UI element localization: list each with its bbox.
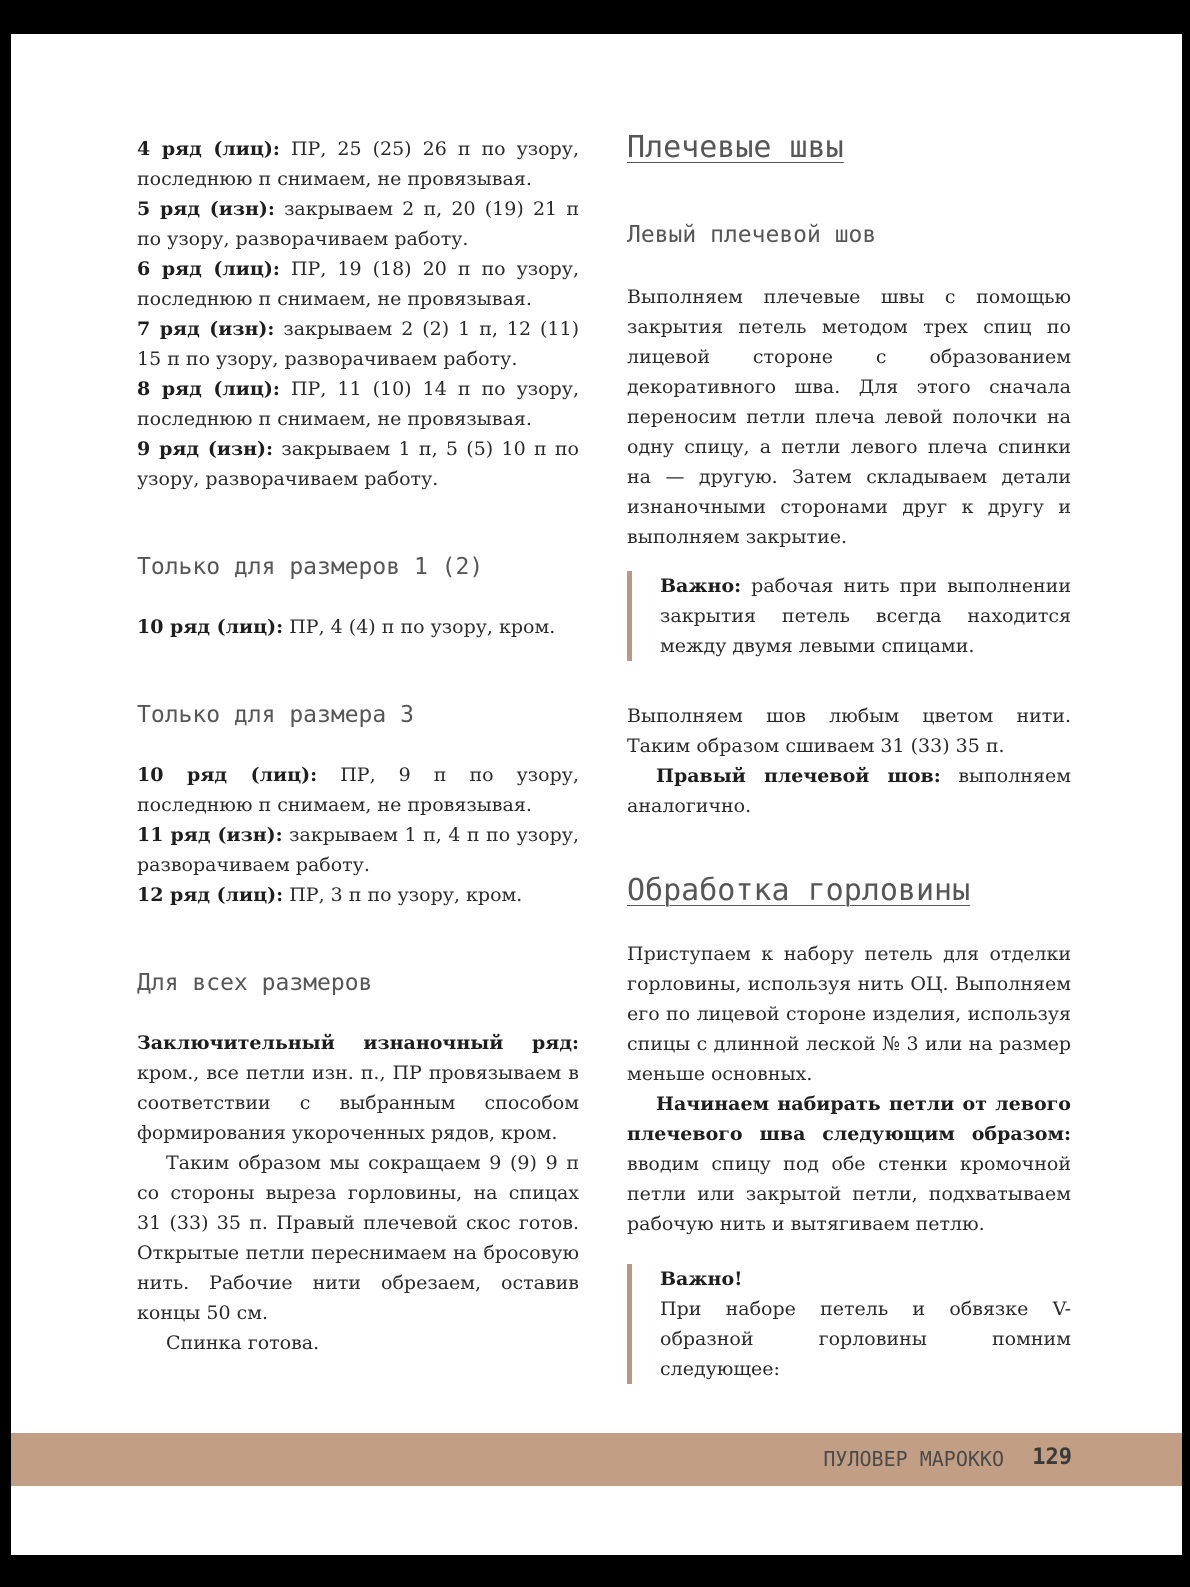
neckline-paragraph: Приступаем к набору петель для отделки горловины, используя нить ОЦ. Выполняем его по лицевой стороне изделия, используя спицы с длинной леской № 3 или на размер меньше основных. [627, 943, 1071, 1085]
row-4: 4 ряд (лиц): ПР, 25 (25) 26 п по узору, последнюю п снимаем, не провязывая. [137, 138, 579, 190]
row-9: 9 ряд (изн): закрываем 1 п, 5 (5) 10 п по узору, разворачиваем работу. [137, 438, 580, 490]
row-10-sizes-1-2: 10 ряд (лиц): ПР, 4 (4) п по узору, кром. [137, 616, 556, 638]
row-12-size-3: 12 ряд (лиц): ПР, 3 п по узору, кром. [137, 884, 523, 906]
right-seam-paragraph: Правый плечевой шов: выполняем аналогично. [627, 765, 1071, 817]
heading-sizes-1-2: Только для размеров 1 (2) [137, 554, 484, 580]
neckline-start-paragraph: Начинаем набирать петли от левого плечевого шва следующим образом: вводим спицу под обе стенки кромочной петли или закрытой петли, подхватываем рабочую нить и вытягиваем петлю. [627, 1093, 1071, 1235]
seam-color-paragraph: Выполняем шов любым цветом нити. Таким образом сшиваем 31 (33) 35 п. [627, 705, 1071, 757]
heading-neckline: Обработка горловины [627, 873, 971, 908]
note-important-1 [627, 571, 1071, 661]
row-10-size-3: 10 ряд (лиц): ПР, 9 п по узору, последнюю п снимаем, не провязывая. [137, 764, 579, 816]
rows-size-3 [137, 760, 579, 910]
note-2-text: При наборе петель и обвязке V-образной горловины помним следующее: [660, 1298, 1071, 1380]
book-page [11, 34, 1182, 1555]
row-8: 8 ряд (лиц): ПР, 11 (10) 14 п по узору, последнюю п снимаем, не провязывая. [137, 378, 579, 430]
left-column [137, 134, 579, 1358]
footer-title: ПУЛОВЕР МАРОККО [823, 1447, 1004, 1471]
final-purl-row: Заключительный изнаночный ряд: кром., все петли изн. п., ПР провязываем в соответствии с выбранным способом формирования укороченных рядов, кром. [137, 1032, 579, 1144]
note-important-2 [627, 1264, 1071, 1384]
heading-all-sizes: Для всех размеров [137, 970, 373, 996]
row-6: 6 ряд (лиц): ПР, 19 (18) 20 п по узору, последнюю п снимаем, не провязывая. [137, 258, 579, 310]
page-number: 129 [1032, 1445, 1072, 1470]
heading-size-3: Только для размера 3 [137, 702, 414, 728]
seam-paragraph: Выполняем плечевые швы с помощью закрытия петель методом трех спиц по лицевой стороне с образованием декоративного шва. Для этого сначала переносим петли плеча левой полочки на одну спицу, а петли левого плеча спинки на — другую. Затем складываем детали изнаночными сторонами друг к другу и выполняем закрытие. [627, 286, 1071, 548]
footer-band [11, 1433, 1182, 1486]
summary-paragraph: Таким образом мы сокращаем 9 (9) 9 п со стороны выреза горловины, на спицах 31 (33) 35 п. Правый плечевой скос готов. Открытые петли переснимаем на бросовую нить. Рабочие нити обрезаем, оставив концы 50 см. [137, 1152, 579, 1324]
rows-4-9 [137, 134, 579, 494]
note-2-title: Важно! [660, 1268, 743, 1290]
row-11-size-3: 11 ряд (изн): закрываем 1 п, 4 п по узору, разворачиваем работу. [137, 824, 579, 876]
row-5: 5 ряд (изн): закрываем 2 п, 20 (19) 21 п по узору, разворачиваем работу. [137, 198, 579, 250]
back-done: Спинка готова. [166, 1332, 320, 1354]
heading-left-shoulder-seam: Левый плечевой шов [627, 222, 877, 248]
row-7: 7 ряд (изн): закрываем 2 (2) 1 п, 12 (11) 15 п по узору, разворачиваем работу. [137, 318, 579, 370]
note-1-text: Важно: рабочая нить при выполнении закрытия петель всегда находится между двумя левыми спицами. [660, 575, 1071, 657]
right-column [627, 130, 1071, 1384]
heading-shoulder-seams: Плечевые швы [627, 130, 844, 165]
